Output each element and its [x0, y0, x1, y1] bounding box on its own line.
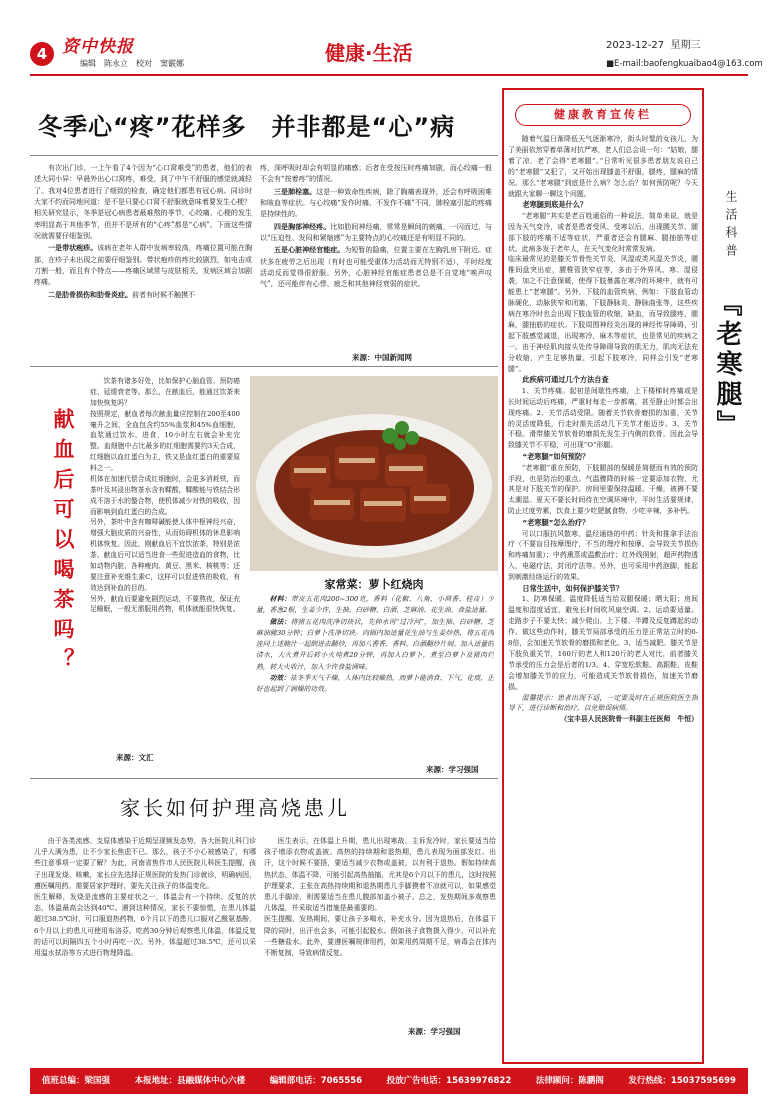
recipe-text	[256, 594, 494, 764]
section-title: 健康·生活	[325, 41, 413, 65]
fever-top-rule	[30, 778, 498, 779]
health-tip: 温馨提示：患者出现不适，一定要及时在正规医院医生指导下，进行诊断和治疗，以免贻误病情。	[508, 693, 698, 713]
health-heading-2: 此疾病可通过几个方法自查	[522, 375, 609, 385]
recipe-photo	[250, 376, 498, 571]
fever-article-title: 家长如何护理高烧患儿	[120, 796, 350, 820]
health-para-5: 1、防寒保暖。温度降低适当给双腿保暖；晒太阳；房间温度和湿度适宜，避免长时间吹风扇空调。2、运动要适量。走路步子不要太快；减少爬山、上下楼、半蹲及反复蹲起的动作。做这些动作时，膝关节局部承受的压力是正常站立时的6-8倍，会加速关节软骨的磨损和老化。3、适当减肥。膝关节是下肢负重关节，160斤的老人和120斤的老人对比，前者膝关节承受的压力会是后者的1/3。4、穿宽松软鞋。高跟鞋，皮鞋会增加膝关节的应力，可能造成关节软骨损伤，加速关节磨损。	[508, 595, 698, 691]
main-article-continued: 疼，深呼吸时却会有明显的痛感；后者在受按压时疼痛加剧，而心绞痛一般不会有“按着疼”的情况。	[260, 164, 492, 184]
footer-editorial-phone: 编辑部电话：7065556	[269, 1076, 363, 1086]
page-number: 4	[30, 42, 54, 66]
main-article-bottom-rule	[30, 366, 498, 367]
health-author: （宝丰县人民医院骨一科副主任医师 牛恒）	[560, 715, 698, 724]
main-article-point-4	[260, 221, 492, 245]
health-heading-3: “老寒腿”如何预防？	[522, 452, 590, 462]
main-article-title: 冬季心“疼”花样多 并非都是“心”病	[38, 113, 456, 141]
date: 2023-12-27	[606, 40, 665, 51]
recipe-method-label: 做法：	[269, 617, 291, 626]
footer-distribution: 发行热线：15037595699	[628, 1076, 736, 1086]
recipe-materials-label: 材料：	[269, 595, 292, 603]
health-intro: 随着气温日渐降低天气逐渐寒冷，街头时髦的女孩儿，为了美丽依然穿着单薄对抗严寒，老人们总会说一句：“姑娘，腿着了凉，老了会得“老寒腿”。”日常听见很多患者朋友说自己的“老寒腿”又犯了，又开始出现膝盖不舒服，腿疼，腿麻的情况。那么“老寒腿”到底是什么病？怎么治？如何预防呢？今天就跟大家聊一聊这个问题。	[508, 135, 698, 198]
main-article-col2	[260, 163, 492, 348]
blood-article-text: 饮茶有诸多好处，比如保护心脑血管、预防癌症、延缓衰老等。那么，在献血后，能通过饮茶来加快恢复吗？ 按照规定，献血者每次献血量应控制在200至400毫升之间，全血包含约55%血浆和45%血细胞，血浆通过饮水、进食，10小时左右就会补充完整。血细胞中占比最多的红细胞需要约3天合成，红细胞以血红蛋白为主，铁又是血红蛋白的重要原料之一。 机体在加速代偿合成红细胞时，会更多消耗铁，而茶叶及其浸出物茶水含有鞣酸，鞣酸能与铁结合形成不溶于水的螯合物，使机体减少对铁的吸收，因而影响到血红蛋白的合成。 另外，茶叶中含有咖啡碱能使人体中枢神经兴奋，增强大脑皮质的兴奋性，从而妨碍机体的休息影响机体恢复。因此，刚献血后不宜饮浓茶，特别是浓茶。献血后可以适当进食一些促进造血的食物，比如动物内脏、各种瘦肉、黄豆、黑米、核桃等；还要注意补充维生素C，这样可以促进铁的吸收，有效达到补血的目的。 另外，献血后要避免剧烈运动，不要熬夜，保证充足睡眠，一般无需服用药物，机体就能很快恢复。	[90, 377, 240, 614]
main-article-point-3	[260, 186, 492, 221]
main-article-point-1	[34, 242, 252, 288]
main-article-rule	[30, 155, 498, 156]
editor-line: 编辑 陈永立 校对 窦霰娜	[80, 59, 184, 68]
email-line	[606, 58, 763, 72]
masthead	[0, 0, 772, 86]
health-box-body	[508, 134, 698, 1060]
point-body: 这是一种致命性疾病，除了胸痛表现外，还会有呼吸困难和咳血等症状。与心绞痛“发作时痛、不发作不痛”不同，肺栓塞引起的疼痛是持续性的。	[260, 187, 492, 219]
main-article-point-2	[34, 289, 252, 301]
health-box-banner: 健康教育宣传栏	[515, 104, 691, 126]
recipe-effect-text: 祛冬季天气干燥，人体内比较燥热，而萝卜能消食、下气、化痰，正好也起到了润燥的功效。	[256, 673, 494, 694]
email: E-mail:baofengkuaibao4@163.com	[614, 59, 763, 69]
recipe-effect	[256, 673, 494, 696]
point-body: 为短暂的隐痛，位置主要在左胸乳房下附近。症状多在疲劳之后出现（有时也可能受重体力活动而无特别不适），平时经度活动反而觉得很舒服。另外，心脏神经官能症患者总是不自觉地“唉声叹气”，还可能伴有心悸、疲乏和其他神经衰弱的症状。	[260, 246, 492, 289]
footer-legal: 法律顾问：陈鹏阁	[535, 1076, 604, 1086]
health-heading-1: 老寒腿到底是什么？	[522, 200, 588, 210]
issue-date	[606, 38, 700, 54]
column-vertical-title: 生活科普	[724, 190, 738, 262]
main-article-source: 来源：中国新闻网	[352, 353, 412, 362]
point-heading: 五是心脏神经官能症。	[274, 245, 345, 255]
recipe-materials	[256, 594, 494, 617]
paper-name: 资中快报	[62, 37, 134, 57]
health-para-2: 1、关节疼痛。起初是间歇性疼痛，上下楼梯时疼痛或是长时间运动后疼痛，严重时每走一步都痛，甚至静止时都会出现疼痛。2、关节活动受限。随着关节软骨磨损的加重，关节的灵活度降低，行走时需先活动几下关节才能迈步。3、关节不稳。滑带膝关节软骨的磨损先发生于内侧的软骨，因此会导致膝关节不平稳，可出现“O”形腿。	[508, 386, 698, 450]
health-para-1: “老寒腿”其实是老百姓通俗的一种说法，简单来说，就是因为天气变冷，或者是患者受风、受寒以后，出现腰关节、腿部下肢的疼痛不适等症状，严重者还会有腿麻、腿抽筋等症状。此病多发于老年人，在天气变化时常常发病。 临床最常见的是膝关节骨性关节炎，风湿或类风湿关节炎，腰椎间盘突出症，腰椎管狭窄症等，多由于外界风、寒、湿侵袭，加之不注意保暖，使得下肢暴露在寒冷的环境中，就有可能患上“老寒腿”。另外，下肢的血管疾病，例如：下肢血管动脉硬化，动脉狭窄和闭塞，下肢静脉炎，静脉曲张等，这些疾病在寒冷时也会出现下肢血管的收缩，缺血，而导致腿疼，腿麻，腿抽筋的症状。下肢周围神经炎出现的神经传导障碍，引起下肢感觉减退，出现寒冷，麻木等症状，也是常见的疾病之一。由于神经肌肉接头处传导障碍导致的肌无力，肌肉无法充分收缩，产生足够热量，引起下肢寒冷，同样会引发“老寒腿”。	[508, 211, 698, 373]
recipe-materials-text: 带皮五花肉200~300克，香料（花椒、八角、小茴香、桂皮）少量，香葱2根，生姜少许，生抽、白砂糖、白酒、芝麻油、花生油、食盐适量。	[256, 595, 494, 615]
point-body: 该病在老年人群中发病率较高，疼痛位置可能在胸部，在疹子未出现之前要仔细鉴别。带状疱疹的疼比较剧烈，如电击或刀割一般，而且有个特点——疼痛区域常与皮肤相关，发病区域会加剧疼痛。	[34, 244, 252, 287]
blood-article-title: 献血后可以喝茶吗？	[51, 408, 75, 678]
footer-ad-phone: 投放广告电话：15639976822	[386, 1076, 512, 1086]
recipe-method-text: 将猪五花肉洗净切块状，先伸水再“过冷河”，加生抽、白砂糖、芝麻油腌30分钟；白萝卜洗净切块。向锅内加适量花生油与生姜炒热，将五花肉连同上述腌汁一起倒进去翻炒，再加八香香、香料、白酒翻炒片刻。加入适量的清水，大火煮开后转小火炖煮20分钟，再加入白萝卜，煮至白萝卜及猪肉烂熟，转大火收汁，加入少许食盐调味。	[256, 617, 494, 671]
fever-article-text-1: 由于各类流感、支原体感染于近期呈现频发态势，各大医院儿科门诊儿乎人满为患，让不少家长焦虑不已。那么，孩子不小心被感染了，有哪些注意事项一定要了解？为此，河南省焦作市人民医院儿科医生提醒，孩子出现发烧、咳嗽，家长应先选择正规医院的发热门诊就诊，明确病因，遵医嘱用药。需要居家护理时，要先关注孩子的体温变化。 医生解释，发烧是流感的主要症状之一，体温会有一个持续、反复的状态，体温最高会达到40℃。遇到这种情况，家长不要惊慌，在患儿体温超过38.5℃时，可口服退热药物，6个月以下的患儿口服对乙酰氨基酚，6个月以上的患儿可使用布洛芬。吃药30分钟后观察患儿体温，体温反复的话可以间隔四五个小时再吃一次。另外，体温超过38.5℃，还可以采用温水拭浴等方式进行物理降温。	[34, 837, 256, 957]
main-article-intro: 有次出门诊，一上午看了4个因为“心口窝难受”的患者，他们的表述大同小异：早晨外出心口窝疼，难受，到了中午不舒服的感觉就减轻了。我对4位患者进行了细致的检查，确定他们都患有冠心病。同诊时大家不约而同地问道：是不是只要心口窝不舒服就意味着要发生心梗？ 相关研究显示，冬季是冠心病患者最难熬的季节，心绞痛、心梗的发生率明显高于其他季节，但并不是所有的“心疼”都是“心病”。下面这些情况就需要仔细鉴别。	[34, 164, 252, 240]
point-heading: 一是带状疱疹。	[48, 243, 98, 253]
footer-sign: 值班总编：梁国强	[42, 1076, 111, 1086]
fever-article-col2	[264, 836, 496, 1022]
recipe-title: 家常菜：萝卜红烧肉	[324, 578, 424, 591]
point-body: 比如肋间神经痛，常常是瞬间的刺痛，一闪而过，与以“压迫性、发闷和紧缩感”为主要特点的心绞痛还是有明显不同的。	[260, 222, 492, 242]
point-body: 前者有时候不触摸不	[132, 290, 195, 299]
point-heading: 二是肋骨损伤和肋骨炎症。	[48, 289, 132, 299]
blood-article-source: 来源：文汇	[116, 753, 154, 762]
main-article-point-5	[260, 244, 492, 290]
blood-article-body	[90, 376, 240, 746]
health-heading-4: “老寒腿”怎么治疗？	[522, 518, 590, 528]
column-name: 『老寒腿』	[712, 290, 742, 440]
point-heading: 四是胸部神经疼。	[274, 221, 331, 231]
fever-article-text-2: 医生表示，在体温上升期，患儿出现寒战、主诉发冷时，家长要适当给孩子增添衣物或盖被。高热的持续期和退热期，患儿表现为面部发红、出汗，这个时候不要捂，要适当减少衣物或盖被，以有利于退热。假如持续高热状态，体温不降，可能引起高热抽搐，尤其是6个月以下的患儿，这时按照护理要求，主张在高热持续期和退热期患儿手脚摸着不凉就可以，如果感觉患儿手脚凉，则需要适当在患儿腹部加盖小被子。总之，发热期间多观察患儿体温，并采取适当措施是最重要的。 医生提醒，发热期间，要让孩子多喝水，补充水分。因为退热后，在体温下降的同时，出汗也会多，可能引起脱水。假如孩子食物摄入得少，可以补充一些糖盐水。此外，要遵医嘱规律用药，如果用药周期不足，病毒会在体内不断复制，导致病情反复。	[264, 837, 496, 957]
health-para-4: 可以口服抗风散寒，温经通络的中药；针灸和推拿手法治疗（不要盲目按摩理疗，不当的理疗和按摩，会导致关节损伤和疼痛加重）；中药熏蒸或温敷治疗；红外线照射，超声药物透入，电磁疗法，封闭疗法等。另外，也可采用中药泡脚，能起到刺激经络运行的效果。	[508, 529, 698, 582]
footer	[30, 1068, 748, 1094]
recipe-source: 来源：学习强国	[426, 765, 479, 774]
main-article-col1	[34, 163, 252, 348]
health-para-3: “老寒腿”重在预防，下肢腿部的保暖是简便而有效的预防手段，也是防治的重点。气温骤降的时候一定要添加衣物，尤其是对下肢关节的保护。房间里要保持温暖、干燥，被褥不要太潮湿。夏天不要长时间待在空调环境中，平时生活要规律，防止过度劳累，饮食上要少吃肥腻食物，少吃辛辣，多补钙。	[508, 463, 698, 516]
braised-pork-photo-icon	[250, 376, 498, 571]
fever-article-col1	[34, 836, 256, 1036]
footer-address: 本报地址：县融媒体中心六楼	[134, 1076, 246, 1086]
weekday: 星期三	[670, 40, 701, 51]
fever-article-source: 来源：学习强国	[408, 1027, 461, 1036]
email-icon: ■	[606, 59, 615, 69]
point-heading: 三是肺栓塞。	[274, 186, 317, 196]
recipe-effect-label: 功效：	[269, 673, 290, 682]
header-rule	[30, 74, 748, 76]
health-heading-5: 日常生活中，如何保护膝关节？	[522, 584, 624, 594]
recipe-method	[256, 617, 494, 673]
